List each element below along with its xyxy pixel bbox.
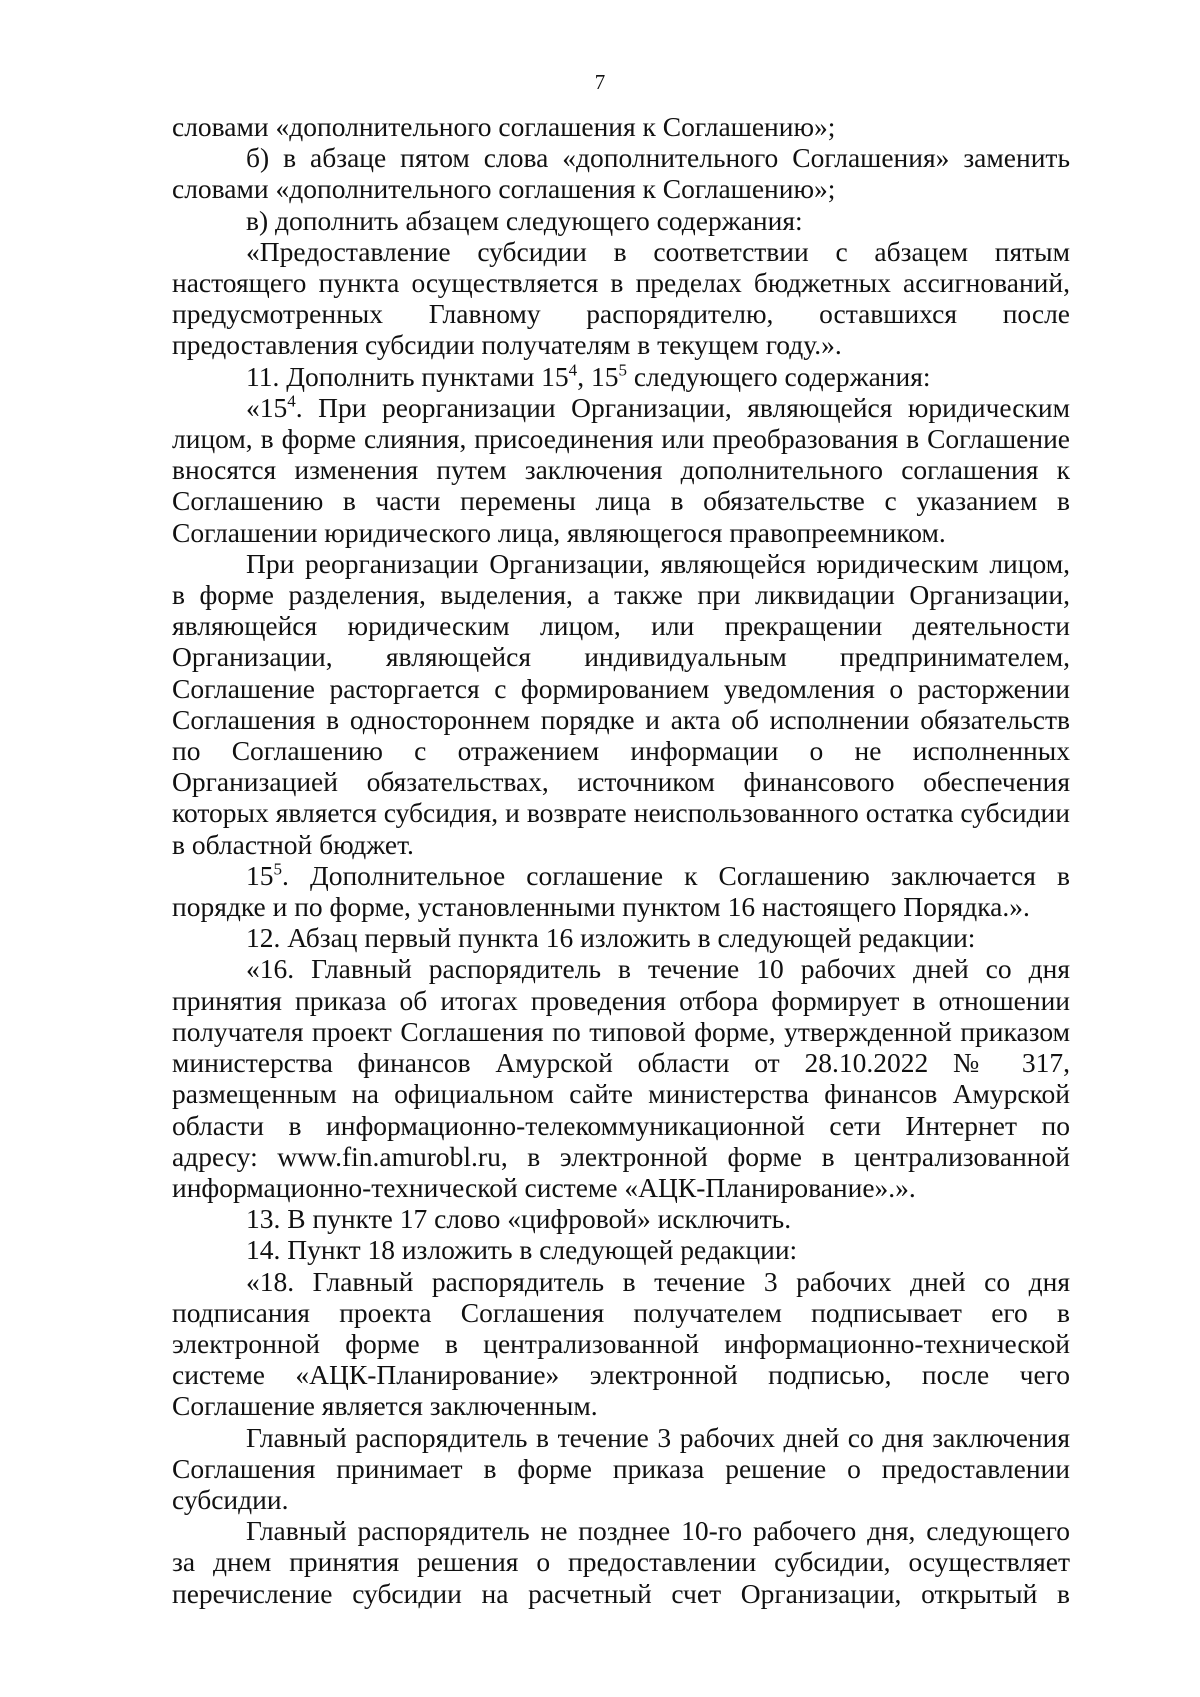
document-body — [172, 111, 1070, 1609]
paragraph: При реорганизации Организации, являющейся юридическим лицом, в форме разделения, выделения, а также при ликвидации Организации, являющейся юридическим лицом, или прекращении деятельности Организации, являющейся индивидуальным предпринимателем, Соглашение расторгается с формированием уведомления о расторжении Соглашения в одностороннем порядке и акта об исполнении обязательств по Соглашению с отражением информации о не исполненных Организацией обязательствах, источником финансового обеспечения которых является субсидия, и возврате неиспользованного остатка субсидии в областной бюджет. — [172, 547, 1070, 860]
page-number: 7 — [594, 70, 606, 94]
paragraph: «18. Главный распорядитель в течение 3 рабочих дней со дня подписания проекта Соглашения получателем подписывает его в электронной форме в централизованной информационно-технической системе «АЦК-Планирование» электронной подписью, после чего Соглашение является заключенным. — [172, 1265, 1070, 1422]
paragraph: $15^5$. Дополнительное соглашение к Соглашению заключается в порядке и по форме, установленными пунктом 16 настоящего Порядка.». — [172, 859, 1070, 923]
paragraph: словами «дополнительного соглашения к Соглашению»; — [172, 111, 836, 142]
paragraph: «Предоставление субсидии в соответствии с абзацем пятым настоящего пункта осуществляется в пределах бюджетных ассигнований, предусмотренных Главному распорядителю, оставшихся после предоставления субсидии получателям в текущем году.». — [172, 235, 1070, 361]
paragraph: 14. Пункт 18 изложить в следующей редакции: — [246, 1234, 798, 1266]
paragraph: Главный распорядитель в течение 3 рабочих дней со дня заключения Соглашения принимает в форме приказа решение о предоставлении субсидии. — [172, 1421, 1070, 1515]
paragraph: Главный распорядитель не позднее 10-го рабочего дня, следующего за днем принятия решения о предоставлении субсидии, осуществляет перечисление субсидии на расчетный счет Организации, открытый в — [172, 1515, 1070, 1609]
paragraph: в) дополнить абзацем следующего содержания: — [246, 204, 803, 236]
paragraph: «$15^4$. При реорганизации Организации, являющейся юридическим лицом, в форме слияния, присоединения или преобразования в Соглашение вносятся изменения путем заключения дополнительного соглашения к Соглашению в части перемены лица в обязательстве с указанием в Соглашении юридического лица, являющегося правопреемником. — [172, 391, 1070, 548]
superscript: 4 — [287, 391, 296, 411]
paragraph: б) в абзаце пятом слова «дополнительного Соглашения» заменить словами «дополнительного соглашения к Соглашению»; — [172, 142, 1070, 205]
superscript: 5 — [273, 859, 283, 879]
paragraph: 13. В пункте 17 слово «цифровой» исключить. — [246, 1203, 792, 1235]
paragraph: 11. Дополнить пунктами $15^4$, $15^5$ следующего содержания: — [246, 360, 931, 392]
superscript: 5 — [618, 360, 627, 380]
superscript: 4 — [568, 360, 578, 380]
paragraph: «16. Главный распорядитель в течение 10 рабочих дней со дня принятия приказа об итогах проведения отбора формирует в отношении получателя проект Соглашения по типовой форме, утвержденной приказом министерства финансов Амурской области от 28.10.2022 № 317, размещенным на официальном сайте министерства финансов Амурской области в информационно-телекоммуникационной сети Интернет по адресу: www.fin.amurobl.ru, в электронной форме в централизованной информационно-технической системе «АЦК-Планирование».». — [172, 953, 1070, 1203]
paragraph: 12. Абзац первый пункта 16 изложить в следующей редакции: — [246, 922, 976, 954]
